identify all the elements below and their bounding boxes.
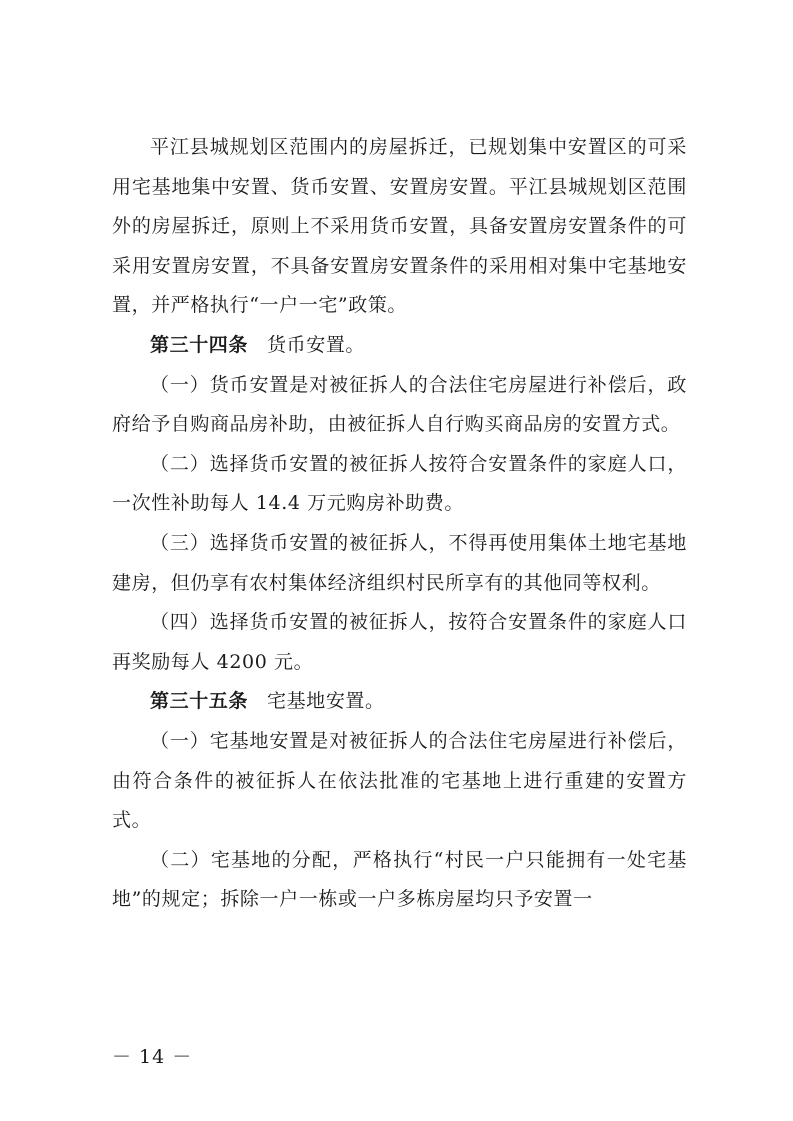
article-34-clause-3: （三）选择货币安置的被征拆人，不得再使用集体土地宅基地建房，但仍享有农村集体经济组织村民所享有的其他同等权利。 <box>112 531 687 594</box>
paragraph-resettlement-scope: 平江县城规划区范围内的房屋拆迁，已规划集中安置区的可采用宅基地集中安置、货币安置、安置房安置。平江县城规划区范围外的房屋拆迁，原则上不采用货币安置，具备安置房安置条件的可采用安置房安置，不具备安置房安置条件的采用相对集中宅基地安置，并严格执行“一户一宅”政策。 <box>112 136 687 317</box>
article-35-title: 宅基地安置。 <box>267 690 385 713</box>
article-35 <box>112 682 687 722</box>
article-34-clause-2: （二）选择货币安置的被征拆人按符合安置条件的家庭人口，一次性补助每人 14.4 万元购房补助费。 <box>112 452 687 515</box>
document-body <box>112 128 687 920</box>
page-number: － 14 － <box>112 1046 193 1068</box>
article-34-title: 货币安置。 <box>267 333 366 356</box>
article-34-clause-1: （一）货币安置是对被征拆人的合法住宅房屋进行补偿后，政府给予自购商品房补助，由被征拆人自行购买商品房的安置方式。 <box>112 373 687 436</box>
article-35-clause-2: （二）宅基地的分配，严格执行“村民一户只能拥有一处宅基地”的规定；拆除一户一栋或一户多栋房屋均只予安置一 <box>112 848 687 911</box>
article-34 <box>112 326 687 366</box>
article-35-clause-1: （一）宅基地安置是对被征拆人的合法住宅房屋进行补偿后，由符合条件的被征拆人在依法批准的宅基地上进行重建的安置方式。 <box>112 729 687 832</box>
article-35-heading: 第三十五条 <box>150 690 249 713</box>
article-34-clause-4: （四）选择货币安置的被征拆人，按符合安置条件的家庭人口再奖励每人 4200 元。 <box>112 611 687 673</box>
article-34-heading: 第三十四条 <box>150 333 249 356</box>
